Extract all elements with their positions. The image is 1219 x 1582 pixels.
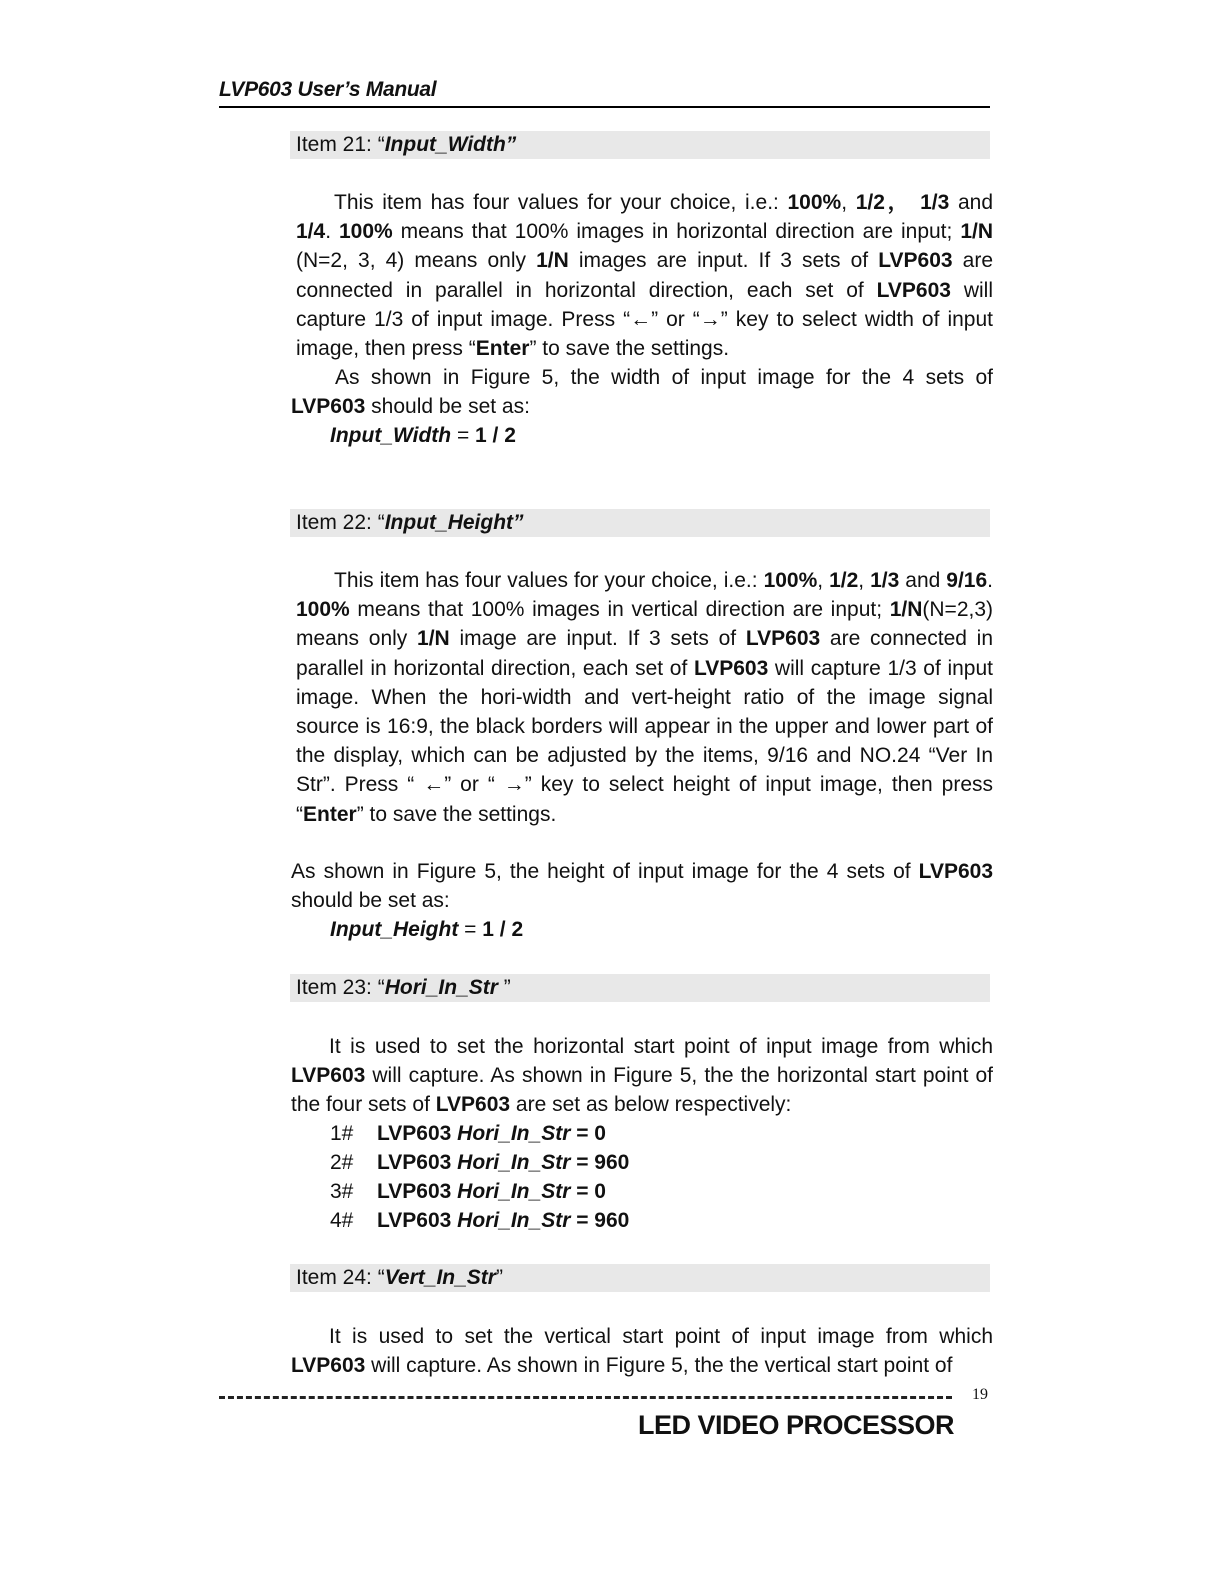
item-23-suffix: ” (497, 976, 511, 999)
manual-header-title: LVP603 User’s Manual (219, 78, 437, 101)
item-24-prefix: Item 24: “ (296, 1266, 385, 1289)
item-23-row: 3# LVP603 Hori_In_Str = 0 (330, 1180, 606, 1203)
footer-divider (219, 1396, 952, 1399)
item-23-name: Hori_In_Str (384, 976, 498, 999)
footer-brand: LED VIDEO PROCESSOR (638, 1410, 955, 1440)
item-22-prefix: Item 22: “ (296, 511, 385, 534)
item-23-row: 2# LVP603 Hori_In_Str = 960 (330, 1151, 630, 1174)
page-number: 19 (972, 1386, 988, 1403)
item-23-description: It is used to set the horizontal start point of input image from which LVP603 will capture. As shown in Figure 5, the the horizontal start point of the four sets of LVP603 are set as below respectively: (291, 1035, 993, 1117)
item-21-figure-note: As shown in Figure 5, the width of input image for the 4 sets of LVP603 should be set as: (291, 366, 993, 419)
item-21-name: Input_Width” (384, 133, 517, 156)
item-22-description: This item has four values for your choice, i.e.: 100%, 1/2, 1/3 and 9/16. 100% means that 100% images in vertical direction are input; 1/N(N=2,3) means only 1/N image are input. If 3 sets of LVP603 are connected in parallel in horizontal direction, each set of LVP603 will capture 1/3 of input image. When the hori-width and vert-height ratio of the image signal source is 16:9, the black borders will appear in the upper and lower part of the display, which can be adjusted by the items, 9/16 and NO.24 “Ver In Str”. Press “ ←” or “ →” key to select height of input image, then press “Enter” to save the settings. (296, 569, 994, 826)
item-23-row: 4# LVP603 Hori_In_Str = 960 (330, 1209, 630, 1232)
item-21-heading (290, 131, 990, 159)
item-21-setting: Input_Width = 1 / 2 (330, 424, 516, 447)
item-22-setting: Input_Height = 1 / 2 (330, 918, 524, 941)
item-22-figure-note: As shown in Figure 5, the height of input image for the 4 sets of LVP603 should be set as: (291, 860, 993, 913)
item-22-heading (290, 509, 990, 537)
item-23-prefix: Item 23: “ (296, 976, 385, 999)
item-23-row: 1# LVP603 Hori_In_Str = 0 (330, 1122, 606, 1145)
item-23-heading (290, 974, 990, 1002)
item-21-description: This item has four values for your choice, i.e.: 100%, 1/2， 1/3 and 1/4. 100% means that 100% images in horizontal direction are input; 1/N (N=2, 3, 4) means only 1/N images are input. If 3 sets of LVP603 are connected in parallel in horizontal direction, each set of LVP603 will capture 1/3 of input image. Press “←” or “→” key to select width of input image, then press “Enter” to save the settings. (296, 191, 994, 361)
item-24-heading (290, 1264, 990, 1292)
header-divider (219, 106, 990, 108)
item-22-name: Input_Height” (384, 511, 524, 534)
item-24-suffix: ” (495, 1266, 503, 1289)
item-24-name: Vert_In_Str (384, 1266, 496, 1289)
item-21-prefix: Item 21: “ (296, 133, 385, 156)
item-24-description: It is used to set the vertical start point of input image from which LVP603 will capture. As shown in Figure 5, the the vertical start point of (291, 1325, 993, 1378)
